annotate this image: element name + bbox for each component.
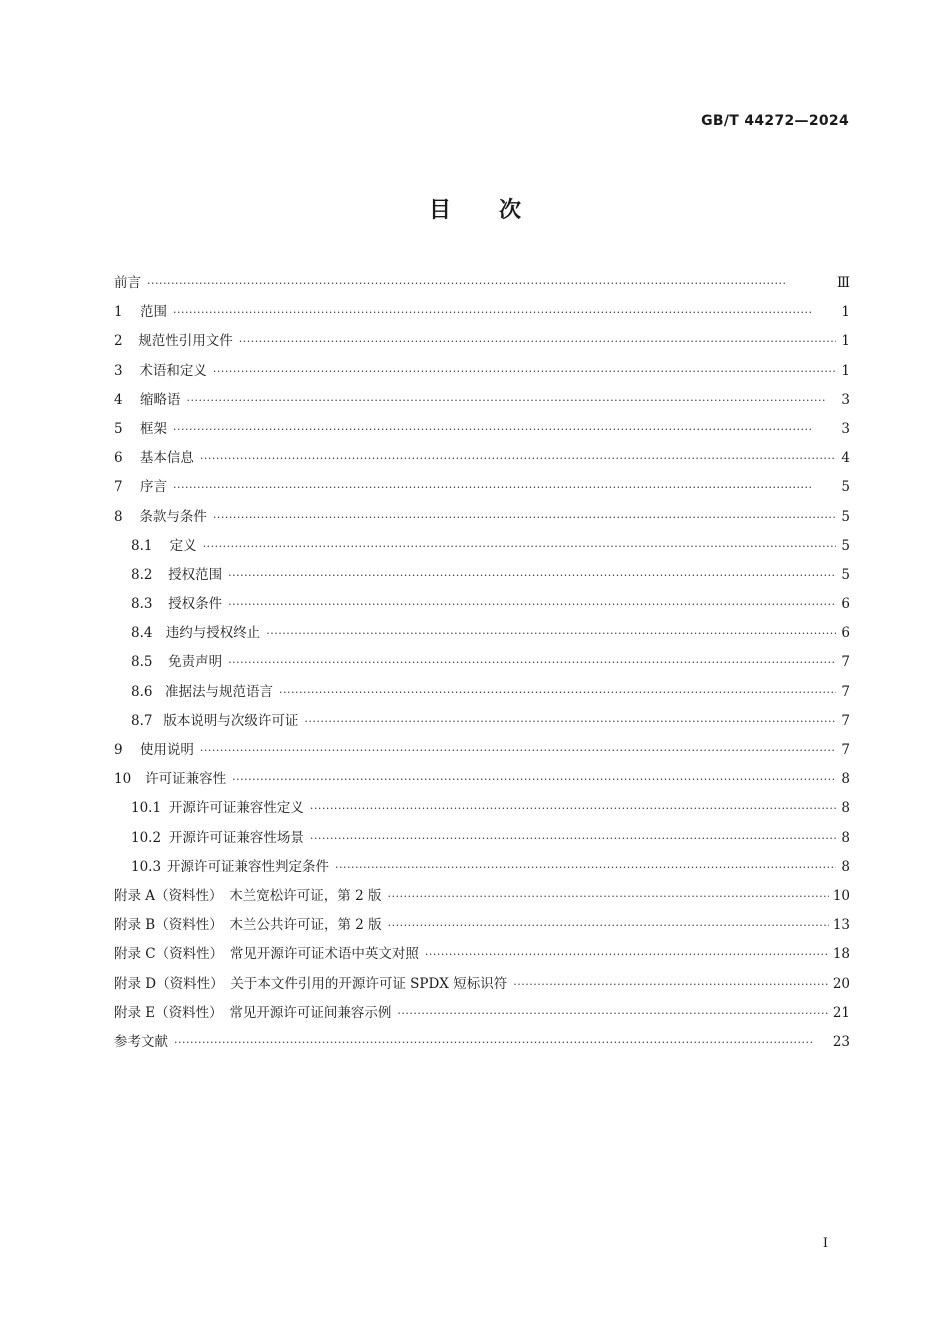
toc-entry-number: 2 — [114, 333, 123, 350]
toc-entry[interactable] — [114, 707, 850, 736]
toc-entry[interactable] — [114, 415, 850, 444]
toc-entry-label: 版本说明与次级许可证 — [163, 712, 299, 729]
toc-entry-page: 3 — [841, 391, 850, 408]
toc-entry-label: 授权条件 — [168, 596, 223, 613]
toc-entry-number: 3 — [114, 362, 123, 379]
toc-entry-page: 18 — [832, 946, 850, 963]
toc-entry-page: 20 — [832, 975, 850, 992]
toc-entry-number: 8.5 — [131, 654, 153, 671]
toc-entry-label: 准据法与规范语言 — [164, 683, 273, 700]
toc-entry-page: 13 — [832, 917, 850, 934]
toc-entry-page: 5 — [841, 537, 850, 554]
toc-entry[interactable] — [114, 853, 850, 882]
toc-entry-number: 8.3 — [131, 596, 153, 613]
toc-entry-label: 术语和定义 — [139, 362, 207, 379]
toc-entry-number: 8.1 — [131, 537, 153, 554]
toc-dot-leader — [397, 999, 828, 1028]
toc-entry[interactable] — [114, 970, 850, 999]
toc-entry-label: 附录 D（资料性） 关于本文件引用的开源许可证 SPDX 短标识符 — [114, 975, 508, 992]
toc-entry-number: 7 — [114, 479, 123, 496]
toc-entry-label: 附录 E（资料性） 常见开源许可证间兼容示例 — [114, 1004, 392, 1021]
toc-dot-leader — [228, 590, 836, 619]
toc-dot-leader — [232, 765, 836, 794]
toc-dot-leader — [173, 298, 836, 327]
toc-entry-label: 基本信息 — [139, 450, 194, 467]
toc-dot-leader — [173, 415, 836, 444]
toc-dot-leader — [213, 503, 836, 532]
toc-dot-leader — [200, 736, 836, 765]
toc-dot-leader — [310, 794, 836, 823]
toc-entry-number: 8.4 — [131, 625, 153, 642]
toc-entry-page: 21 — [832, 1004, 850, 1021]
toc-entry[interactable] — [114, 473, 850, 502]
toc-entry-number: 6 — [114, 450, 123, 467]
toc-entry-label: 许可证兼容性 — [145, 771, 227, 788]
toc-entry[interactable] — [114, 327, 850, 356]
toc-dot-leader — [213, 357, 836, 386]
toc-entry[interactable] — [114, 911, 850, 940]
toc-entry-page: 6 — [841, 625, 850, 642]
table-of-contents — [114, 269, 850, 1057]
toc-entry-page: 3 — [841, 420, 850, 437]
toc-entry-number: 9 — [114, 742, 123, 758]
toc-entry-number: 10.1 — [131, 800, 162, 817]
toc-entry[interactable] — [114, 386, 850, 415]
standard-number: GB/T 44272—2024 — [701, 113, 849, 129]
toc-entry[interactable] — [114, 444, 850, 473]
toc-entry[interactable] — [114, 999, 850, 1028]
toc-entry-page: 1 — [841, 333, 850, 350]
toc-dot-leader — [388, 911, 829, 940]
toc-entry[interactable] — [114, 765, 850, 794]
toc-entry-page: 10 — [832, 887, 850, 904]
toc-entry-label: 违约与授权终止 — [165, 625, 261, 642]
toc-entry-page: 8 — [841, 829, 850, 846]
toc-entry-label: 授权范围 — [168, 566, 223, 583]
toc-entry-label: 免责声明 — [168, 654, 223, 671]
toc-dot-leader — [310, 824, 836, 853]
toc-entry[interactable] — [114, 561, 850, 590]
toc-entry-number: 4 — [114, 391, 123, 408]
toc-dot-leader — [228, 648, 836, 677]
toc-entry-label: 附录 A（资料性） 木兰宽松许可证，第 2 版 — [114, 887, 382, 904]
toc-entry-page: 8 — [841, 771, 850, 788]
toc-entry-page: 5 — [841, 508, 850, 525]
toc-entry-page: 6 — [841, 596, 850, 613]
toc-entry[interactable] — [114, 648, 850, 677]
toc-entry-label: 开源许可证兼容性判定条件 — [167, 858, 330, 875]
toc-entry-page: 8 — [841, 800, 850, 817]
page-title: 目次 — [428, 198, 569, 223]
page-number: Ⅰ — [822, 1236, 828, 1251]
toc-entry[interactable] — [114, 678, 850, 707]
toc-entry-page: 7 — [841, 742, 850, 758]
toc-entry-number: 8.6 — [131, 683, 153, 700]
toc-entry-label: 规范性引用文件 — [138, 333, 233, 350]
toc-entry-page: 8 — [841, 858, 850, 875]
toc-entry-number: 8 — [114, 508, 123, 525]
toc-entry[interactable] — [114, 736, 850, 765]
toc-entry-page: 4 — [841, 450, 850, 467]
toc-entry-page: Ⅲ — [836, 275, 850, 291]
toc-entry-label: 条款与条件 — [139, 508, 207, 525]
toc-entry[interactable] — [114, 882, 850, 911]
toc-dot-leader — [266, 619, 836, 648]
toc-entry-label: 开源许可证兼容性定义 — [168, 800, 304, 817]
toc-dot-leader — [187, 386, 837, 415]
toc-entry-number: 8.7 — [131, 712, 153, 729]
toc-dot-leader — [239, 327, 836, 356]
toc-dot-leader — [387, 882, 828, 911]
toc-dot-leader — [173, 473, 836, 502]
toc-dot-leader — [228, 561, 836, 590]
toc-entry[interactable] — [114, 940, 850, 969]
toc-entry[interactable] — [114, 824, 850, 853]
toc-entry-page: 5 — [841, 566, 850, 583]
toc-entry-page: 7 — [841, 712, 850, 729]
toc-entry-label: 附录 C（资料性） 常见开源许可证术语中英文对照 — [114, 946, 419, 963]
toc-entry[interactable] — [114, 503, 850, 532]
toc-entry[interactable] — [114, 298, 850, 327]
toc-entry-label: 开源许可证兼容性场景 — [168, 829, 304, 846]
toc-entry-page: 1 — [841, 304, 850, 321]
toc-dot-leader — [304, 707, 836, 736]
toc-entry[interactable] — [114, 269, 850, 298]
toc-entry[interactable] — [114, 532, 850, 561]
toc-dot-leader — [174, 1028, 829, 1057]
toc-entry[interactable] — [114, 357, 850, 386]
toc-dot-leader — [513, 970, 829, 999]
toc-dot-leader — [425, 940, 829, 969]
toc-entry-number: 10.2 — [131, 829, 162, 846]
toc-entry-label: 前言 — [114, 275, 141, 291]
toc-entry-number: 5 — [114, 420, 123, 437]
toc-entry-page: 7 — [841, 654, 850, 671]
toc-entry-number: 1 — [114, 304, 123, 321]
toc-dot-leader — [279, 678, 836, 707]
toc-dot-leader — [147, 269, 833, 298]
toc-entry-page: 1 — [841, 362, 850, 379]
toc-entry-page: 7 — [841, 683, 850, 700]
toc-entry-number: 10 — [114, 771, 132, 788]
toc-entry[interactable] — [114, 619, 850, 648]
toc-dot-leader — [335, 853, 836, 882]
toc-entry-label: 参考文献 — [114, 1033, 168, 1050]
toc-entry[interactable] — [114, 1028, 850, 1057]
toc-entry-label: 定义 — [169, 537, 197, 554]
toc-entry-label: 框架 — [140, 420, 167, 437]
toc-entry[interactable] — [114, 590, 850, 619]
toc-entry-label: 使用说明 — [139, 742, 194, 758]
toc-entry-label: 缩略语 — [140, 391, 181, 408]
toc-entry-page: 5 — [841, 479, 850, 496]
toc-entry-number: 8.2 — [131, 566, 153, 583]
toc-dot-leader — [200, 444, 836, 473]
toc-entry-label: 序言 — [140, 479, 167, 496]
toc-entry-label: 范围 — [140, 304, 167, 321]
toc-entry-label: 附录 B（资料性） 木兰公共许可证，第 2 版 — [114, 917, 382, 934]
toc-entry-number: 10.3 — [131, 858, 162, 875]
toc-entry-page: 23 — [832, 1033, 850, 1050]
toc-entry[interactable] — [114, 794, 850, 823]
toc-dot-leader — [203, 532, 836, 561]
